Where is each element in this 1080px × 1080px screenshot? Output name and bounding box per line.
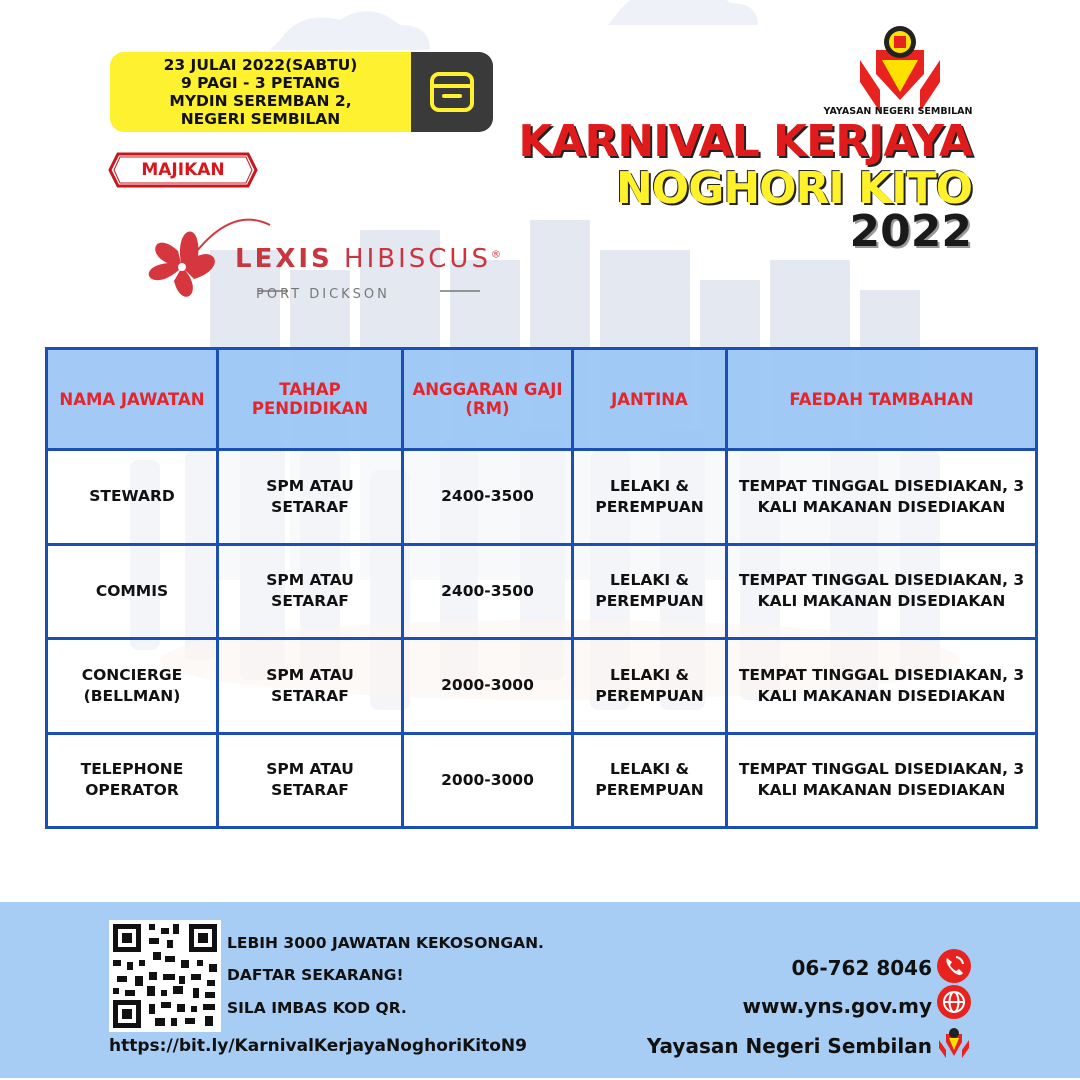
yns-logo-caption: YAYASAN NEGERI SEMBILAN xyxy=(823,106,973,117)
cta-scan-qr: SILA IMBAS KOD QR. xyxy=(227,999,407,1017)
cell-salary: 2400-3500 xyxy=(403,450,573,545)
cell-gender: LELAKI & PEREMPUAN xyxy=(573,733,727,828)
table-header-row xyxy=(47,349,1037,450)
title-line-2: NOGHORI KITO xyxy=(615,163,972,214)
website[interactable]: www.yns.gov.my xyxy=(742,994,932,1018)
registered-mark: ® xyxy=(490,249,504,261)
registration-link[interactable]: https://bit.ly/KarnivalKerjayaNoghoriKitoN9 xyxy=(109,1036,527,1056)
header-education: TAHAP PENDIDIKAN xyxy=(218,349,403,450)
employer-name-suffix: HIBISCUS xyxy=(344,244,491,274)
event-time: 9 PAGI - 3 PETANG xyxy=(180,74,341,92)
cell-education: SPM ATAU SETARAF xyxy=(218,450,403,545)
yns-small-logo-icon xyxy=(936,1026,972,1062)
cell-education: SPM ATAU SETARAF xyxy=(218,544,403,639)
event-info-box xyxy=(110,52,493,132)
globe-icon xyxy=(936,984,972,1020)
calendar-icon xyxy=(411,52,493,132)
cell-education: SPM ATAU SETARAF xyxy=(218,733,403,828)
cell-gender: LELAKI & PEREMPUAN xyxy=(573,450,727,545)
organization-name: Yayasan Negeri Sembilan xyxy=(646,1034,932,1058)
event-venue: MYDIN SEREMBAN 2, xyxy=(169,92,352,110)
cell-position: CONCIERGE (BELLMAN) xyxy=(47,639,218,734)
phone-number[interactable]: 06-762 8046 xyxy=(791,956,932,980)
phone-icon xyxy=(936,948,972,984)
title-line-1: KARNIVAL KERJAYA xyxy=(518,116,972,167)
event-details xyxy=(110,52,411,132)
table-row xyxy=(47,733,1037,828)
cell-salary: 2400-3500 xyxy=(403,544,573,639)
job-vacancy-table xyxy=(45,347,1038,829)
cell-education: SPM ATAU SETARAF xyxy=(218,639,403,734)
yns-logo xyxy=(820,20,980,120)
cell-position: TELEPHONE OPERATOR xyxy=(47,733,218,828)
title-year: 2022 xyxy=(849,206,972,257)
table-row xyxy=(47,544,1037,639)
employer-badge xyxy=(108,152,258,188)
table-row xyxy=(47,450,1037,545)
cta-register: DAFTAR SEKARANG! xyxy=(227,966,404,984)
qr-code-icon[interactable] xyxy=(109,920,221,1032)
cell-benefits: TEMPAT TINGGAL DISEDIAKAN, 3 KALI MAKANAN DISEDIAKAN xyxy=(727,544,1037,639)
cell-position: COMMIS xyxy=(47,544,218,639)
cell-benefits: TEMPAT TINGGAL DISEDIAKAN, 3 KALI MAKANAN DISEDIAKAN xyxy=(727,733,1037,828)
employer-badge-label: MAJIKAN xyxy=(141,160,225,180)
header-gender: JANTINA xyxy=(573,349,727,450)
cell-salary: 2000-3000 xyxy=(403,639,573,734)
employer-location: PORT DICKSON xyxy=(256,287,390,302)
cell-position: STEWARD xyxy=(47,450,218,545)
cell-benefits: TEMPAT TINGGAL DISEDIAKAN, 3 KALI MAKANAN DISEDIAKAN xyxy=(727,639,1037,734)
event-date: 23 JULAI 2022(SABTU) xyxy=(163,56,358,74)
employer-name xyxy=(235,244,504,274)
employer-name-prefix: LEXIS xyxy=(235,244,333,274)
header-salary: ANGGARAN GAJI (RM) xyxy=(403,349,573,450)
cell-benefits: TEMPAT TINGGAL DISEDIAKAN, 3 KALI MAKANAN DISEDIAKAN xyxy=(727,450,1037,545)
cell-salary: 2000-3000 xyxy=(403,733,573,828)
event-state: NEGERI SEMBILAN xyxy=(180,110,341,128)
cell-gender: LELAKI & PEREMPUAN xyxy=(573,544,727,639)
header-benefits: FAEDAH TAMBAHAN xyxy=(727,349,1037,450)
table-row xyxy=(47,639,1037,734)
cta-vacancies: LEBIH 3000 JAWATAN KEKOSONGAN. xyxy=(227,934,544,952)
header-position: NAMA JAWATAN xyxy=(47,349,218,450)
cell-gender: LELAKI & PEREMPUAN xyxy=(573,639,727,734)
